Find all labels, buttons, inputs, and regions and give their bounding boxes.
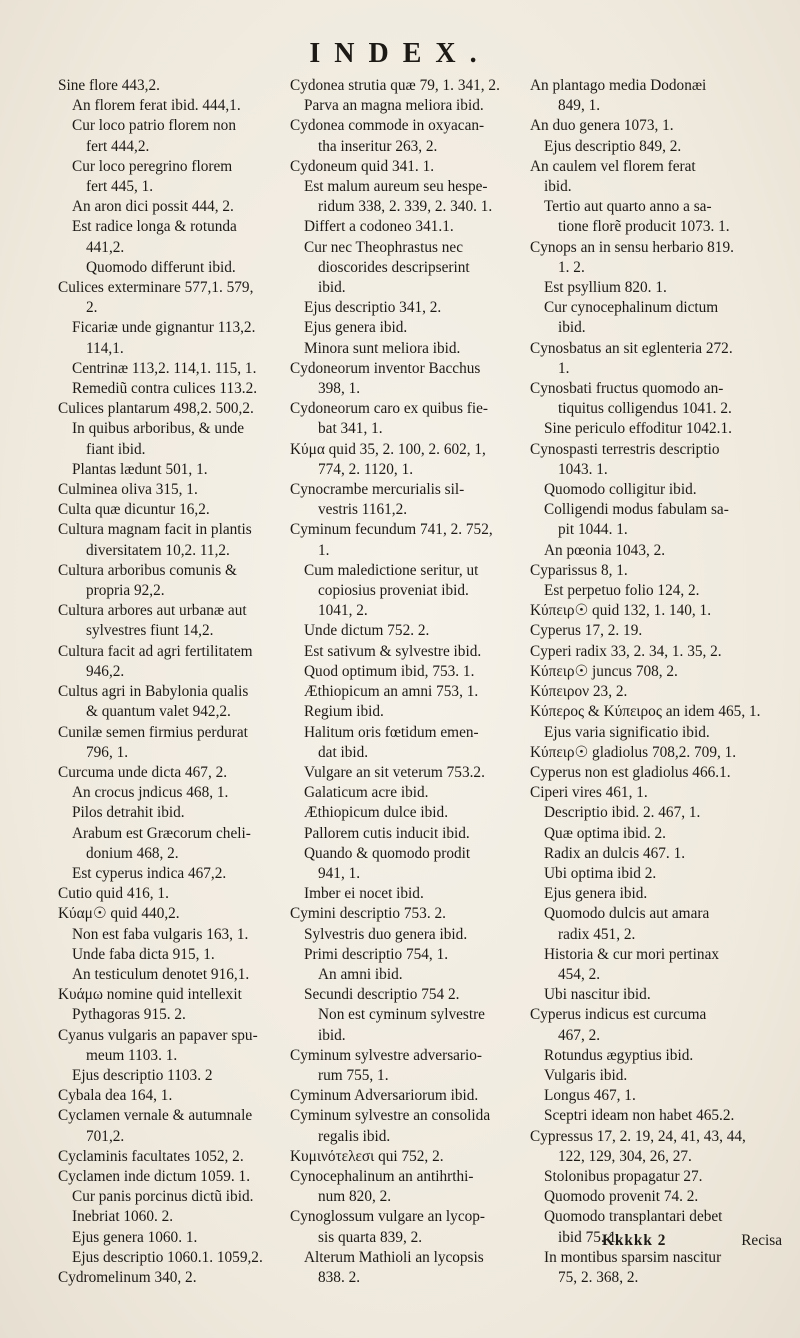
index-entry: Culta quæ dicuntur 16,2. (58, 501, 210, 519)
index-entry: Culices exterminare 577,1. 579, (58, 279, 254, 297)
index-entry: Radix an dulcis 467. 1. (544, 844, 686, 862)
page-footer (602, 1232, 782, 1250)
index-entry: Quando & quomodo prodit (304, 844, 471, 862)
index-entry: Cynosbati fructus quomodo an- (530, 380, 724, 398)
index-entry: Vulgare an sit veterum 753.2. (304, 763, 485, 781)
index-entry: vestris 1161,2. (318, 501, 408, 519)
index-entry: copiosius proveniat ibid. (318, 582, 469, 600)
index-entry: Ejus genera ibid. (544, 885, 648, 903)
index-entry: Cur nec Theophrastus nec (304, 238, 464, 256)
index-column-3 (530, 76, 774, 1288)
index-entry: tha inseritur 263, 2. (318, 137, 438, 155)
index-entry: Tertio aut quarto anno a sa- (544, 198, 712, 216)
index-entry: Quomodo dulcis aut amara (544, 905, 710, 923)
index-entry: Est perpetuo folio 124, 2. (544, 582, 700, 600)
index-entry: Cultura arbores aut urbanæ aut (58, 602, 247, 620)
index-entry: Cydoneorum inventor Bacchus (290, 359, 481, 377)
index-entry: Cynops an in sensu herbario 819. (530, 238, 734, 256)
index-entry: Cynoglossum vulgare an lycop- (290, 1208, 486, 1226)
index-entry: 701,2. (86, 1127, 125, 1145)
index-entry: Quomodo transplantari debet (544, 1208, 723, 1226)
index-entry: 941, 1. (318, 864, 361, 882)
index-entry: An florem ferat ibid. 444,1. (72, 97, 241, 115)
index-entry: Secundi descriptio 754 2. (304, 986, 460, 1004)
index-entry: Pallorem cutis inducit ibid. (304, 824, 470, 842)
index-entry: Quomodo differunt ibid. (86, 258, 236, 276)
index-entry: donium 468, 2. (86, 844, 179, 862)
index-entry: Est cyperus indica 467,2. (72, 864, 227, 882)
index-entry: Pythagoras 915. 2. (72, 1006, 186, 1024)
index-entry: Cydonea commode in oxyacan- (290, 117, 485, 135)
index-entry: 838. 2. (318, 1268, 361, 1286)
index-entry: Historia & cur mori pertinax (544, 945, 720, 963)
index-entry: Cyminum sylvestre an consolida (290, 1107, 491, 1125)
index-entry: Ficariæ unde gignantur 113,2. (72, 319, 256, 337)
index-entry: Cymini descriptio 753. 2. (290, 905, 446, 923)
index-entry: Sine flore 443,2. (58, 77, 160, 94)
index-entry: Κύπειρ☉ gladiolus 708,2. 709, 1. (530, 743, 737, 761)
index-entry: Cydonea strutia quæ 79, 1. 341, 2. (290, 77, 500, 94)
index-entry: 454, 2. (558, 965, 601, 983)
index-entry: Cyminum Adversariorum ibid. (290, 1087, 479, 1105)
index-entry: Est radice longa & rotunda (72, 218, 237, 236)
signature-mark: Kkkkk 2 (602, 1232, 667, 1249)
index-entry: 467, 2. (558, 1026, 601, 1044)
index-entry: Cypressus 17, 2. 19, 24, 41, 43, 44, (530, 1127, 746, 1145)
page-title: INDEX. (309, 38, 491, 69)
index-entry: Halitum oris fœtidum emen- (304, 723, 479, 741)
index-entry: In montibus sparsim nascitur (544, 1248, 722, 1266)
index-entry: Cydromelinum 340, 2. (58, 1268, 197, 1286)
index-entry: Cum maledictione seritur, ut (304, 561, 479, 579)
index-entry: Cutio quid 416, 1. (58, 885, 169, 903)
index-entry: Parva an magna meliora ibid. (304, 97, 484, 115)
index-entry: num 820, 2. (318, 1188, 392, 1206)
index-entry: Curcuma unde dicta 467, 2. (58, 763, 228, 781)
index-entry: Cyclaminis facultates 1052, 2. (58, 1147, 244, 1165)
index-entry: Cynospasti terrestris descriptio (530, 440, 720, 458)
index-entry: An crocus jndicus 468, 1. (72, 784, 229, 802)
index-entry: Cultura facit ad agri fertilitatem (58, 642, 253, 660)
index-entry: Remediũ contra culices 113.2. (72, 380, 258, 398)
index-entry: sylvestres fiunt 14,2. (86, 622, 214, 640)
index-entry: Cyclamen vernale & autumnale (58, 1107, 253, 1125)
index-entry: Æthiopicum an amni 753, 1. (304, 683, 479, 701)
index-entry: 398, 1. (318, 380, 361, 398)
index-entry: Cyminum sylvestre adversario- (290, 1046, 483, 1064)
catchword: Recisa (741, 1232, 782, 1249)
index-entry: Cynocrambe mercurialis sil- (290, 481, 465, 499)
index-entry: Stolonibus propagatur 27. (544, 1167, 703, 1185)
index-entry: Cyparissus 8, 1. (530, 561, 628, 579)
index-entry: Ubi optima ibid 2. (544, 864, 657, 882)
index-entry: Est malum aureum seu hespe- (304, 178, 488, 196)
index-entry: Cunilæ semen firmius perdurat (58, 723, 248, 741)
index-entry: Arabum est Græcorum cheli- (72, 824, 251, 842)
index-entry: ibid. (318, 279, 346, 297)
index-entry: Galaticum acre ibid. (304, 784, 429, 802)
index-entry: sis quarta 839, 2. (318, 1228, 423, 1246)
index-entry: fiant ibid. (86, 440, 146, 458)
index-entry: An duo genera 1073, 1. (530, 117, 674, 135)
index-entry: tiquitus colligendus 1041. 2. (558, 400, 732, 418)
index-entry: Est psyllium 820. 1. (544, 279, 667, 297)
index-entry: Cyperus non est gladiolus 466.1. (530, 763, 731, 781)
index-entry: Ejus descriptio 1060.1. 1059,2. (72, 1248, 263, 1266)
index-column-1 (58, 76, 290, 1288)
index-entry: Regium ibid. (304, 703, 384, 721)
index-entry: Cur panis porcinus dictũ ibid. (72, 1188, 254, 1206)
index-entry: tione florẽ producit 1073. 1. (558, 218, 730, 236)
index-entry: Pilos detrahit ibid. (72, 804, 185, 822)
index-entry: dioscorides descripserint (318, 258, 470, 276)
index-entry: ibid. (544, 178, 572, 196)
index-entry: Ejus genera ibid. (304, 319, 408, 337)
index-entry: Differt a codoneo 341.1. (304, 218, 454, 236)
index-entry: bat 341, 1. (318, 420, 383, 438)
index-entry: Ejus genera 1060. 1. (72, 1228, 198, 1246)
index-entry: Plantas lædunt 501, 1. (72, 460, 208, 478)
index-entry: Culminea oliva 315, 1. (58, 481, 198, 499)
index-entry: diversitatem 10,2. 11,2. (86, 541, 230, 559)
index-entry: Κύπειρ☉ juncus 708, 2. (530, 662, 678, 680)
index-entry: Cur loco patrio florem non (72, 117, 236, 135)
index-entry: An caulem vel florem ferat (530, 157, 696, 175)
index-entry: In quibus arboribus, & unde (72, 420, 245, 438)
index-entry: Unde dictum 752. 2. (304, 622, 430, 640)
index-entry: Cybala dea 164, 1. (58, 1087, 173, 1105)
index-entry: Culices plantarum 498,2. 500,2. (58, 400, 254, 418)
index-entry: Ciperi vires 461, 1. (530, 784, 648, 802)
index-entry: radix 451, 2. (558, 925, 636, 943)
index-entry: Cydoneorum caro ex quibus fie- (290, 400, 488, 418)
index-entry: Κύαμ☉ quid 440,2. (58, 905, 180, 923)
index-entry: 796, 1. (86, 743, 129, 761)
index-entry: Cyanus vulgaris an papaver spu- (58, 1026, 258, 1044)
index-entry: Cyperi radix 33, 2. 34, 1. 35, 2. (530, 642, 722, 660)
index-entry: 946,2. (86, 662, 125, 680)
index-entry: 1. 2. (558, 258, 585, 276)
index-entry: Κύπερος & Κύπειρος an idem 465, 1. (530, 703, 761, 721)
index-entry: Sylvestris duo genera ibid. (304, 925, 468, 943)
index-entry: Cydoneum quid 341. 1. (290, 157, 435, 175)
index-entry: Colligendi modus fabulam sa- (544, 501, 729, 519)
index-entry: regalis ibid. (318, 1127, 391, 1145)
index-entry: Ejus varia significatio ibid. (544, 723, 710, 741)
index-entry: Inebriat 1060. 2. (72, 1208, 174, 1226)
index-entry: Non est faba vulgaris 163, 1. (72, 925, 249, 943)
index-entry: An testiculum denotet 916,1. (72, 965, 250, 983)
index-entry: fert 444,2. (86, 137, 150, 155)
index-entry: Cyclamen inde dictum 1059. 1. (58, 1167, 251, 1185)
index-entry: Quomodo colligitur ibid. (544, 481, 697, 499)
index-entry: ibid. (558, 319, 586, 337)
index-entry: Longus 467, 1. (544, 1087, 636, 1105)
index-column-2 (290, 76, 526, 1288)
index-entry: Ejus descriptio 341, 2. (304, 299, 442, 317)
index-entry: Quod optimum ibid, 753. 1. (304, 662, 475, 680)
index-entry: ibid. (318, 1026, 346, 1044)
index-entry: Cyperus 17, 2. 19. (530, 622, 643, 640)
index-entry: 2. (86, 299, 98, 317)
index-entry: fert 445, 1. (86, 178, 154, 196)
index-entry: Cur cynocephalinum dictum (544, 299, 719, 317)
index-entry: 774, 2. 1120, 1. (318, 460, 414, 478)
index-entry: Quæ optima ibid. 2. (544, 824, 666, 842)
index-entry: An pœonia 1043, 2. (544, 541, 666, 559)
index-entry: Ubi nascitur ibid. (544, 986, 651, 1004)
index-entry: An amni ibid. (318, 965, 403, 983)
index-entry: pit 1044. 1. (558, 521, 628, 539)
index-entry: Sine periculo effoditur 1042.1. (544, 420, 732, 438)
index-entry: Est sativum & sylvestre ibid. (304, 642, 482, 660)
index-entry: Æthiopicum dulce ibid. (304, 804, 449, 822)
index-entry: Minora sunt meliora ibid. (304, 339, 461, 357)
index-entry: Cynosbatus an sit eglenteria 272. (530, 339, 733, 357)
index-entry: 122, 129, 304, 26, 27. (558, 1147, 692, 1165)
index-entry: 1. (318, 541, 330, 559)
index-entry: dat ibid. (318, 743, 369, 761)
index-entry: ibid 75. 1. (558, 1228, 621, 1246)
index-entry: 114,1. (86, 339, 124, 357)
index-entry: Quomodo provenit 74. 2. (544, 1188, 699, 1206)
index-entry: An aron dici possit 444, 2. (72, 198, 234, 216)
index-entry: & quantum valet 942,2. (86, 703, 231, 721)
index-entry: Κυάμω nomine quid intellexit (58, 986, 242, 1004)
index-entry: Cultura arboribus comunis & (58, 561, 237, 579)
index-entry: Centrinæ 113,2. 114,1. 115, 1. (72, 359, 257, 377)
index-entry: 441,2. (86, 238, 125, 256)
index-entry: 849, 1. (558, 97, 601, 115)
index-entry: propria 92,2. (86, 582, 165, 600)
index-entry: Cultus agri in Babylonia qualis (58, 683, 249, 701)
index-entry: Imber ei nocet ibid. (304, 885, 424, 903)
index-entry: Alterum Mathioli an lycopsis (304, 1248, 484, 1266)
index-entry: Non est cyminum sylvestre (318, 1006, 485, 1024)
index-entry: Κύπειρ☉ quid 132, 1. 140, 1. (530, 602, 712, 620)
index-entry: Unde faba dicta 915, 1. (72, 945, 215, 963)
index-entry: Cynocephalinum an antihrthi- (290, 1167, 474, 1185)
index-entry: Κύμα quid 35, 2. 100, 2. 602, 1, (290, 440, 486, 458)
index-entry: Κύπειρον 23, 2. (530, 683, 628, 701)
index-entry: 1041, 2. (318, 602, 368, 620)
index-entry: Rotundus ægyptius ibid. (544, 1046, 694, 1064)
index-entry: Cyperus indicus est curcuma (530, 1006, 707, 1024)
index-entry: meum 1103. 1. (86, 1046, 178, 1064)
index-entry: ridum 338, 2. 339, 2. 340. 1. (318, 198, 493, 216)
index-entry: An plantago media Dodonæi (530, 77, 707, 94)
index-entry: Ejus descriptio 1103. 2 (72, 1066, 213, 1084)
index-entry: Cur loco peregrino florem (72, 157, 233, 175)
index-entry: 1. (558, 359, 570, 377)
index-entry: Descriptio ibid. 2. 467, 1. (544, 804, 701, 822)
index-entry: 1043. 1. (558, 460, 608, 478)
index-entry: Sceptri ideam non habet 465.2. (544, 1107, 735, 1125)
index-entry: Κυμινότελεσι qui 752, 2. (290, 1147, 444, 1165)
index-entry: 75, 2. 368, 2. (558, 1268, 639, 1286)
index-entry: Primi descriptio 754, 1. (304, 945, 449, 963)
index-entry: Ejus descriptio 849, 2. (544, 137, 682, 155)
index-entry: Cyminum fecundum 741, 2. 752, (290, 521, 493, 539)
index-entry: Cultura magnam facit in plantis (58, 521, 252, 539)
index-entry: rum 755, 1. (318, 1066, 389, 1084)
index-entry: Vulgaris ibid. (544, 1066, 628, 1084)
